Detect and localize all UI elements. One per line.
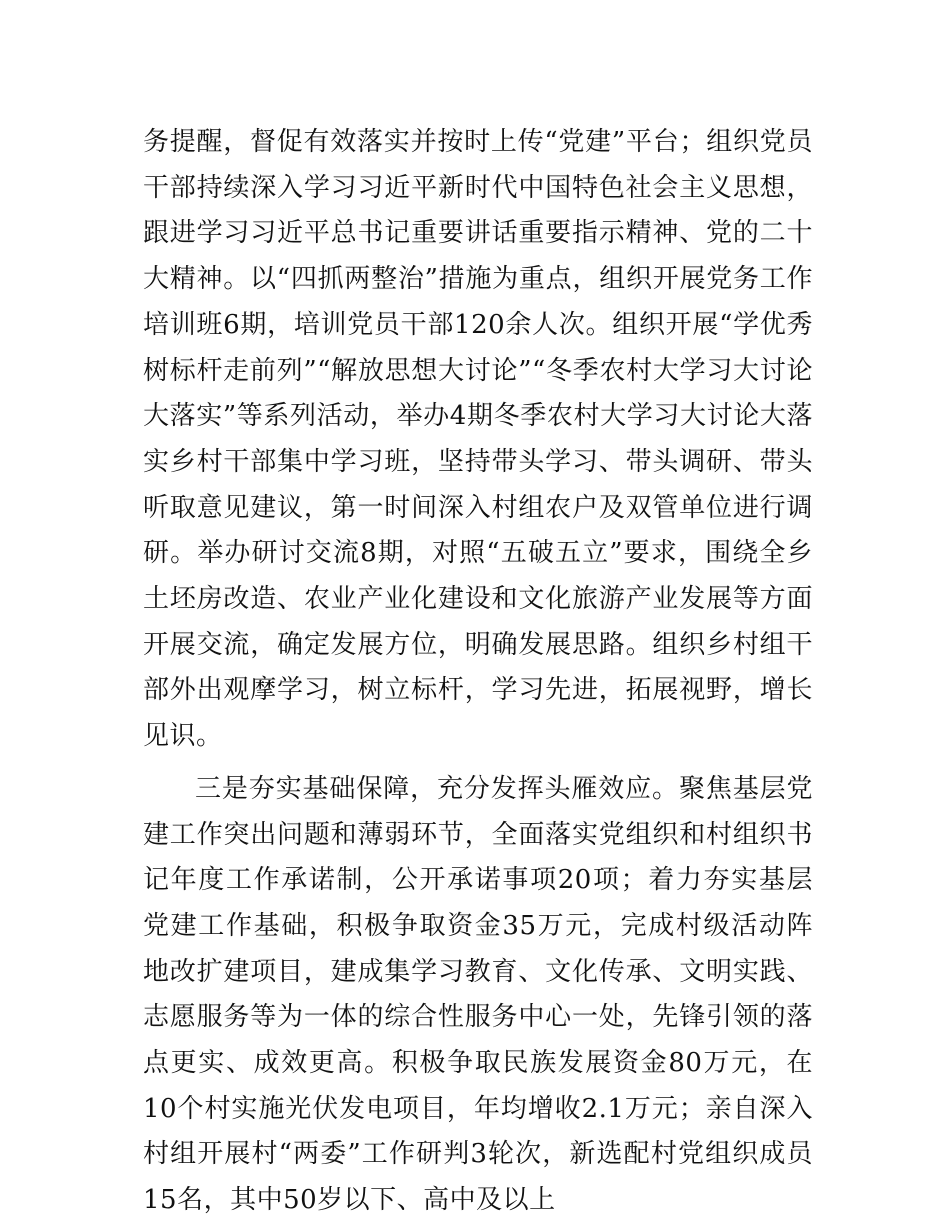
document-body — [143, 120, 813, 1224]
paragraph-section-three: 三是夯实基础保障，充分发挥头雁效应。聚焦基层党建工作突出问题和薄弱环节，全面落实党组织和村组织书记年度工作承诺制，公开承诺事项20项；着力夯实基层党建工作基础，积极争取资金35万元，完成村级活动阵地改扩建项目，建成集学习教育、文化传承、文明实践、志愿服务等为一体的综合性服务中心一处，先锋引领的落点更实、成效更高。积极争取民族发展资金80万元，在10个村实施光伏发电项目，年均增收2.1万元；亲自深入村组开展村“两委”工作研判3轮次，新选配村党组织成员15名，其中50岁以下、高中及以上 — [143, 773, 813, 1216]
paragraph-continuation: 务提醒，督促有效落实并按时上传“党建”平台；组织党员干部持续深入学习习近平新时代中国特色社会主义思想，跟进学习习近平总书记重要讲话重要指示精神、党的二十大精神。以“四抓两整治”措施为重点，组织开展党务工作培训班6期，培训党员干部120余人次。组织开展“学优秀树标杆走前列”“解放思想大讨论”“冬季农村大学习大讨论大落实”等系列活动，举办4期冬季农村大学习大讨论大落实乡村干部集中学习班，坚持带头学习、带头调研、带头听取意见建议，第一时间深入村组农户及双管单位进行调研。举办研讨交流8期，对照“五破五立”要求，围绕全乡土坯房改造、农业产业化建设和文化旅游产业发展等方面开展交流，确定发展方位，明确发展思路。组织乡村组干部外出观摩学习，树立标杆，学习先进，拓展视野，增长见识。 — [143, 127, 813, 752]
